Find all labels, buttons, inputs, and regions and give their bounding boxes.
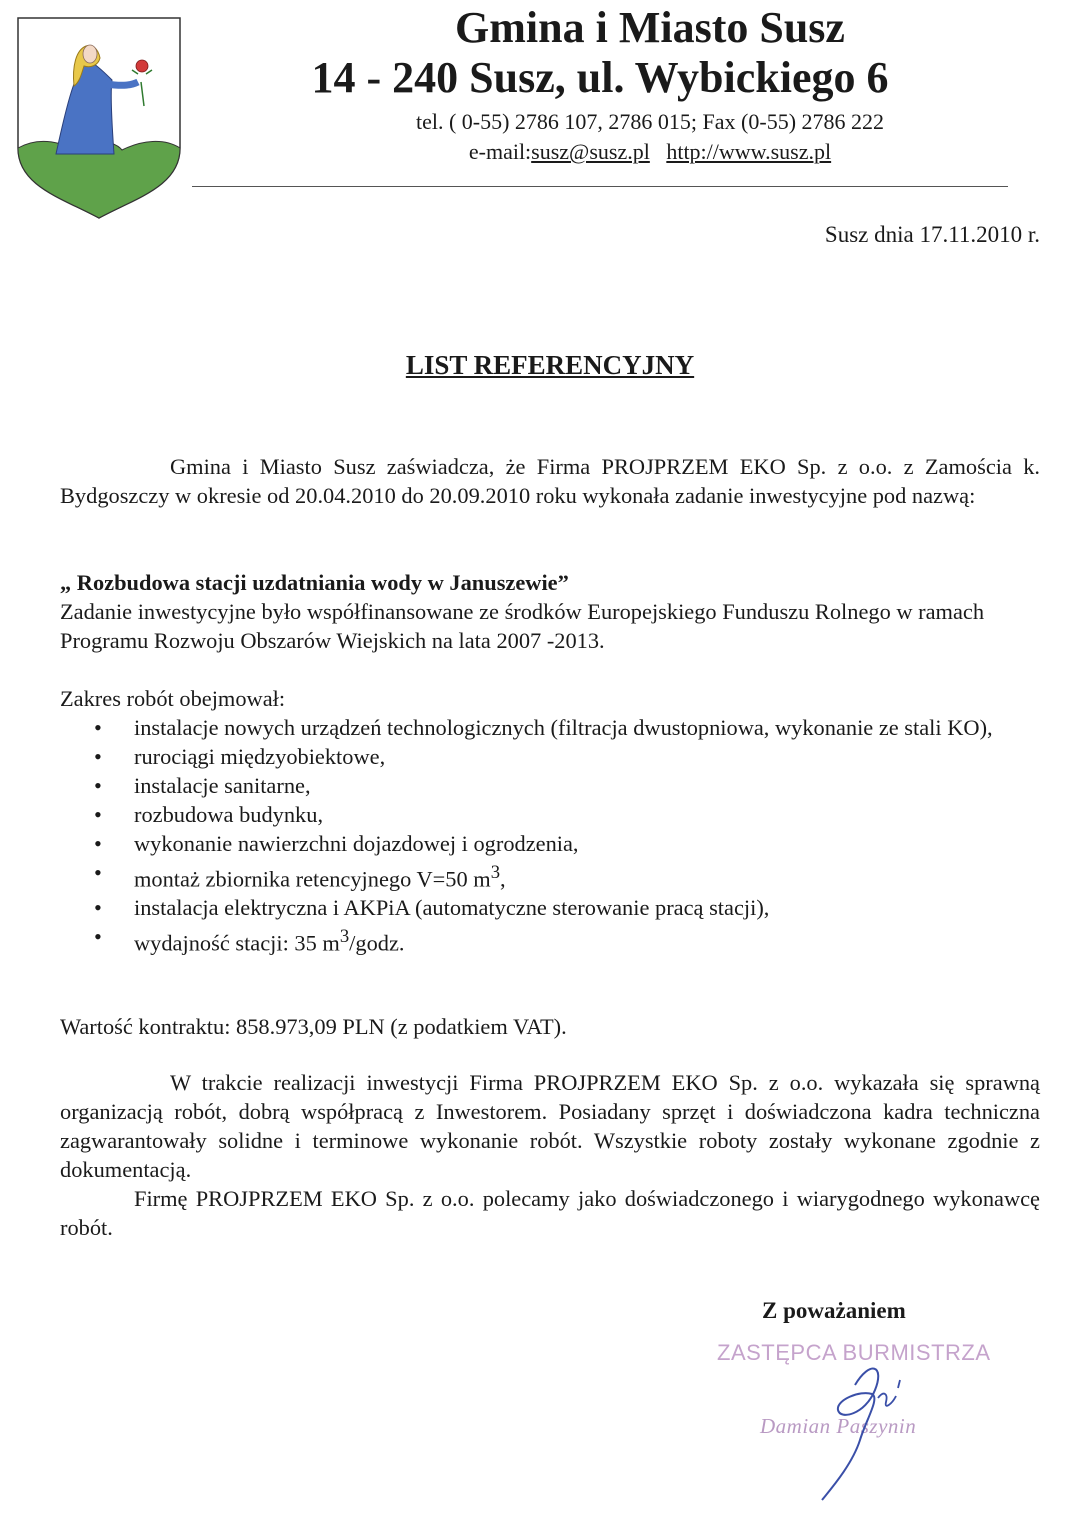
list-item: • instalacja elektryczna i AKPiA (automatyczne sterowanie pracą stacji), bbox=[94, 895, 770, 921]
contract-value: Wartość kontraktu: 858.973,09 PLN (z podatkiem VAT). bbox=[60, 1014, 567, 1039]
contract-block bbox=[60, 1012, 1040, 1041]
email-label: e-mail: bbox=[468, 139, 532, 164]
stamp-name: Damian Paszynin bbox=[760, 1414, 917, 1438]
list-item: • instalacje sanitarne, bbox=[94, 773, 311, 798]
closing-salutation: Z poważaniem bbox=[762, 1298, 906, 1323]
scope-heading: Zakres robót obejmował: bbox=[60, 686, 286, 711]
list-item: • instalacje nowych urządzeń technologicznych (filtracja dwustopniowa, wykonanie ze stali KO), bbox=[94, 715, 993, 740]
financing-paragraph: Zadanie inwestycyjne było współfinansowane ze środków Europejskiego Funduszu Rolnego w ramach Programu Rozwoju Obszarów Wiejskich na lata 2007 -2013. bbox=[60, 599, 985, 653]
intro-paragraph: Gmina i Miasto Susz zaświadcza, że Firma PROJPRZEM EKO Sp. z o.o. z Zamościa k. Bydgoszczy w okresie od 20.04.2010 do 20.09.2010 roku wykonała zadanie inwestycyjne pod nazwą: bbox=[60, 454, 1040, 508]
list-item: • montaż zbiornika retencyjnego V=50 $m^3$, bbox=[94, 860, 506, 892]
list-item: • rozbudowa budynku, bbox=[94, 802, 324, 827]
intro-block bbox=[60, 452, 1040, 510]
project-block bbox=[60, 568, 1040, 655]
coat-of-arms-icon bbox=[16, 16, 182, 220]
evaluation-block bbox=[60, 1068, 1040, 1242]
letter-date: Susz dnia 17.11.2010 r. bbox=[824, 222, 1040, 247]
header-divider bbox=[192, 186, 1008, 187]
organization-address: 14 - 240 Susz, ul. Wybickiego 6 bbox=[311, 53, 889, 102]
handwritten-signature bbox=[760, 1360, 960, 1510]
recommendation-paragraph: Firmę PROJPRZEM EKO Sp. z o.o. polecamy jako doświadczonego i wiarygodnego wykonawcę robót. bbox=[60, 1186, 1040, 1240]
list-item: • wydajność stacji: 35 $m^3$/godz. bbox=[94, 924, 405, 956]
website-link[interactable]: http://www.susz.pl bbox=[666, 139, 832, 164]
contact-email-web bbox=[260, 139, 1040, 165]
list-item: • wykonanie nawierzchni dojazdowej i ogrodzenia, bbox=[94, 831, 579, 856]
email-link[interactable]: susz@susz.pl bbox=[531, 139, 650, 164]
scope-block bbox=[60, 684, 1040, 958]
list-item: • rurociągi międzyobiektowe, bbox=[94, 744, 386, 769]
evaluation-paragraph: W trakcie realizacji inwestycji Firma PROJPRZEM EKO Sp. z o.o. wykazała się sprawną organizacją robót, dobrą współpracą z Inwestorem. Posiadany sprzęt i doświadczona kadra techniczna zagwarantowały solidne i terminowe wykonanie robót. Wszystkie roboty zostały wykonane zgodnie z dokumentacją. bbox=[60, 1070, 1040, 1182]
scope-list bbox=[60, 713, 1040, 958]
contact-phone-fax: tel. ( 0-55) 2786 107, 2786 015; Fax (0-55) 2786 222 bbox=[415, 109, 885, 134]
stamp-title: ZASTĘPCA BURMISTRZA bbox=[717, 1340, 991, 1365]
organization-name: Gmina i Miasto Susz bbox=[455, 3, 845, 52]
letter-title: LIST REFERENCYJNY bbox=[405, 350, 695, 380]
project-name: „ Rozbudowa stacji uzdatniania wody w Januszewie” bbox=[60, 570, 569, 595]
